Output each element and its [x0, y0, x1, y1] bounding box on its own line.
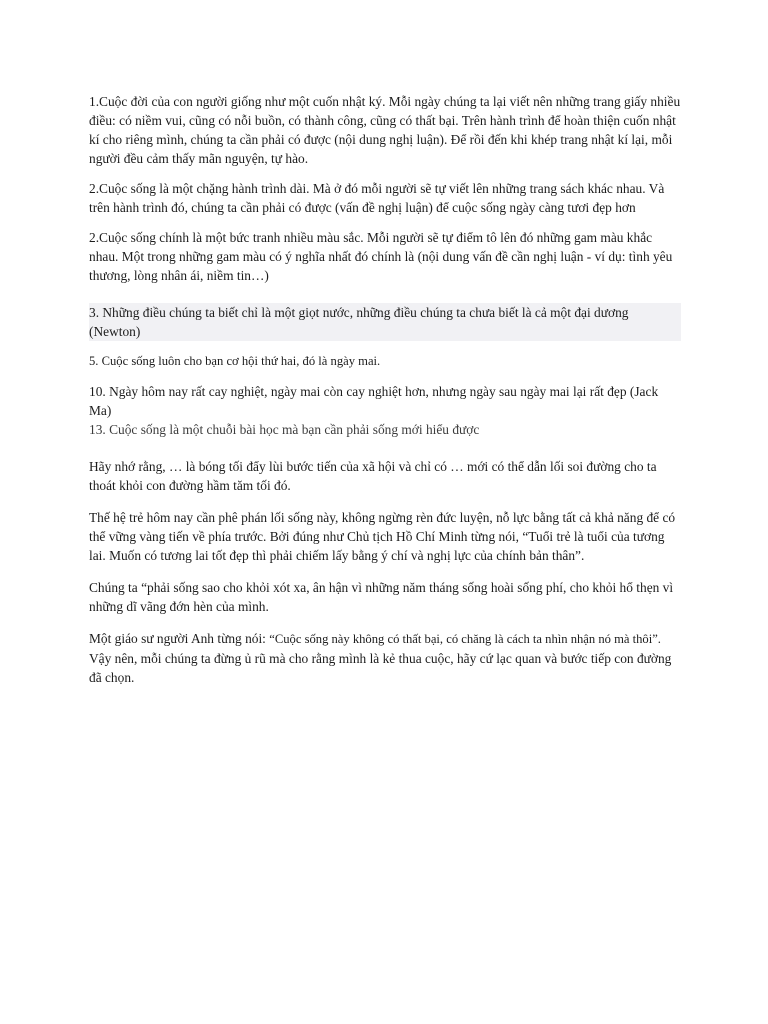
paragraph-11-quote: “Cuộc sống này không có thất bại, có chăng là cách ta nhìn nhận nó mà thôi”.	[269, 632, 661, 646]
paragraph-4: 3. Những điều chúng ta biết chỉ là một giọt nước, những điều chúng ta chưa biết là cả một đại dương (Newton)	[89, 303, 681, 341]
paragraph-1: 1.Cuộc đời của con người giống như một cuốn nhật ký. Mỗi ngày chúng ta lại viết nên những trang giấy nhiều điều: có niềm vui, cũng có nỗi buồn, có thành công, cũng có thất bại. Trên hành trình để hoàn thiện cuốn nhật kí cho riêng mình, chúng ta cần phải có được (nội dung nghị luận). Để rồi đến khi khép trang nhật kí lại, mỗi người đều cảm thấy mãn nguyện, tự hào.	[89, 94, 681, 166]
paragraph-11-lead: Một giáo sư người Anh từng nói:	[89, 631, 270, 646]
document-page	[89, 92, 681, 687]
paragraph-5: 5. Cuộc sống luôn cho bạn cơ hội thứ hai, đó là ngày mai.	[89, 354, 381, 368]
paragraph-8: Hãy nhớ rằng, … là bóng tối đẩy lùi bước tiến của xã hội và chỉ có … mới có thể dẫn lối soi đường cho ta thoát khỏi con đường hầm tăm tối đó.	[89, 459, 657, 493]
paragraph-9: Thế hệ trẻ hôm nay cần phê phán lối sống này, không ngừng rèn đức luyện, nỗ lực bằng tất cả khả năng để có thể vững vàng tiến về phía trước. Bởi đúng như Chủ tịch Hồ Chí Minh từng nói, “Tuổi trẻ là tuổi của tương lai. Muốn có tương lai tốt đẹp thì phải chiếm lấy bằng ý chí và nghị lực của chính bản thân”.	[89, 510, 676, 563]
paragraph-11	[89, 629, 681, 687]
paragraph-10: Chúng ta “phải sống sao cho khỏi xót xa, ân hận vì những năm tháng sống hoài sống phí, cho khỏi hổ thẹn vì những dĩ vãng đớn hèn của mình.	[89, 580, 674, 614]
paragraph-6: 10. Ngày hôm nay rất cay nghiệt, ngày mai còn cay nghiệt hơn, nhưng ngày sau ngày mai lại rất đẹp (Jack Ma)	[89, 384, 659, 418]
paragraph-2: 2.Cuộc sống là một chặng hành trình dài. Mà ở đó mỗi người sẽ tự viết lên những trang sách khác nhau. Và trên hành trình đó, chúng ta cần phải có được (vấn đề nghị luận) để cuộc sống ngày càng tươi đẹp hơn	[89, 181, 665, 215]
paragraph-3: 2.Cuộc sống chính là một bức tranh nhiều màu sắc. Mỗi người sẽ tự điểm tô lên đó những gam màu khắc nhau. Một trong những gam màu có ý nghĩa nhất đó chính là (nội dung vấn đề cần nghị luận - ví dụ: tình yêu thương, lòng nhân ái, niềm tin…)	[89, 230, 673, 283]
paragraph-7: 13. Cuộc sống là một chuỗi bài học mà bạn cần phải sống mới hiểu được	[89, 422, 480, 437]
paragraph-11-tail: Vậy nên, mỗi chúng ta đừng ủ rũ mà cho rằng mình là kẻ thua cuộc, hãy cứ lạc quan và bước tiếp con đường đã chọn.	[89, 651, 672, 685]
